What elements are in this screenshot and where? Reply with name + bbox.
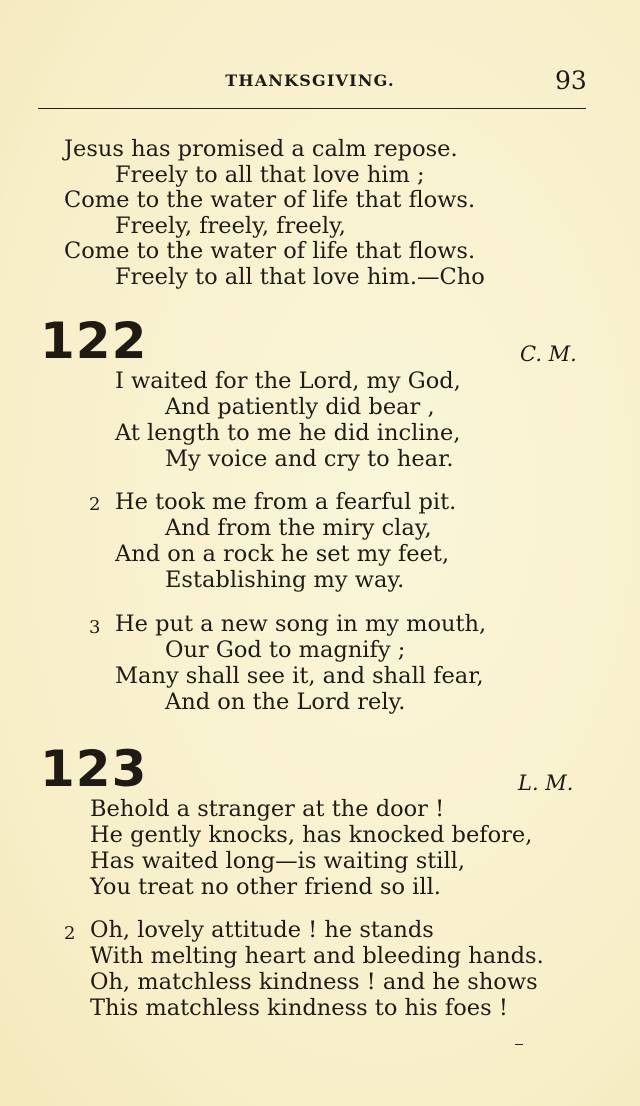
verse-line: He took me from a fearful pit. — [115, 489, 457, 515]
page-number: 93 — [555, 66, 587, 95]
verse-line: Establishing my way. — [165, 567, 405, 593]
verse-line: Oh, matchless kindness ! and he shows — [90, 969, 538, 995]
chorus-line: Freely to all that love him ; — [115, 162, 425, 188]
verse-line: You treat no other friend so ill. — [90, 874, 441, 900]
verse-line: And from the miry clay, — [165, 515, 432, 541]
verse-line: I waited for the Lord, my God, — [115, 368, 461, 394]
verse-line: With melting heart and bleeding hands. — [90, 943, 544, 969]
verse-line: Many shall see it, and shall fear, — [115, 663, 484, 689]
chorus-line: Come to the water of life that flows. — [64, 187, 476, 213]
verse-line: This matchless kindness to his foes ! — [90, 995, 508, 1021]
verse-line: At length to me he did incline, — [115, 420, 461, 446]
verse-line: Has waited long—is waiting still, — [90, 848, 466, 874]
hymn-number: 123 — [40, 740, 148, 798]
verse-line: Our God to magnify ; — [165, 637, 406, 663]
stanza-number: 3 — [89, 617, 101, 638]
chorus-line: Come to the water of life that flows. — [64, 238, 476, 264]
verse-line: And patiently did bear , — [165, 394, 435, 420]
chorus-line: Jesus has promised a calm repose. — [64, 136, 458, 162]
verse-line: Oh, lovely attitude ! he stands — [90, 917, 434, 943]
hymn-meter: C. M. — [520, 342, 577, 366]
chorus-line: Freely to all that love him.—Cho — [115, 264, 485, 290]
stanza-number: 2 — [89, 494, 101, 515]
chorus-line: Freely, freely, freely, — [115, 213, 346, 239]
verse-line: He put a new song in my mouth, — [115, 611, 487, 637]
verse-line: And on a rock he set my feet, — [115, 541, 450, 567]
verse-line: Behold a stranger at the door ! — [90, 796, 445, 822]
page-mark — [515, 1044, 523, 1045]
stanza-number: 2 — [64, 923, 76, 944]
hymn-meter: L. M. — [518, 771, 574, 795]
verse-line: My voice and cry to hear. — [165, 446, 454, 472]
page-header-title: THANKSGIVING. — [225, 71, 395, 90]
hymn-number: 122 — [40, 312, 148, 370]
header-rule — [38, 108, 586, 109]
verse-line: He gently knocks, has knocked before, — [90, 822, 533, 848]
verse-line: And on the Lord rely. — [165, 689, 406, 715]
